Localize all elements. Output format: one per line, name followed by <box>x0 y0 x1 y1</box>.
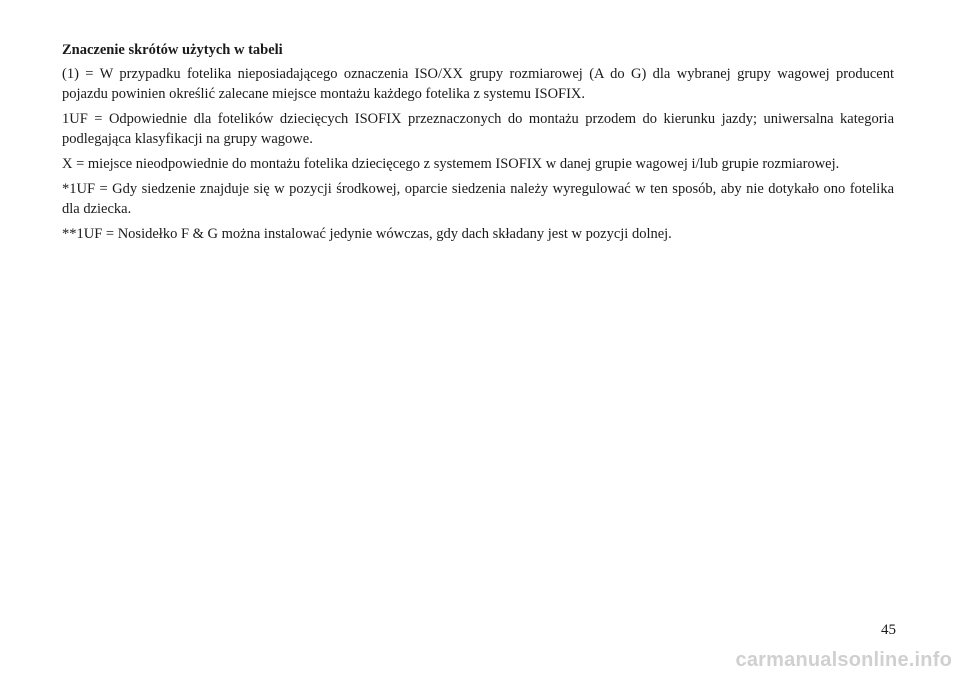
paragraph-1uf: 1UF = Odpowiednie dla fotelików dziecięcych ISOFIX przeznaczonych do montażu przodem do kierunku jazdy; uniwersalna kategoria podlegająca klasyfikacji na grupy wagowe. <box>62 111 894 147</box>
paragraph-note-1: (1) = W przypadku fotelika nieposiadającego oznaczenia ISO/XX grupy rozmiarowej (A do G) dla wybranej grupy wagowej producent pojazdu powinien określić zalecane miejsce montażu każdego fotelika z systemu ISOFIX. <box>62 66 894 102</box>
document-body <box>62 40 894 249</box>
page-number: 45 <box>881 622 896 638</box>
paragraph-star-1uf: *1UF = Gdy siedzenie znajduje się w pozycji środkowej, oparcie siedzenia należy wyregulować w ten sposób, aby nie dotykało ono fotelika dla dziecka. <box>62 181 894 217</box>
watermark: carmanualsonline.info <box>735 649 952 671</box>
section-heading: Znaczenie skrótów użytych w tabeli <box>62 42 283 58</box>
paragraph-double-star-1uf: **1UF = Nosidełko F & G można instalować jedynie wówczas, gdy dach składany jest w pozycji dolnej. <box>62 226 672 242</box>
paragraph-x: X = miejsce nieodpowiednie do montażu fotelika dziecięcego z systemem ISOFIX w danej grupie wagowej i/lub grupie rozmiarowej. <box>62 156 840 172</box>
